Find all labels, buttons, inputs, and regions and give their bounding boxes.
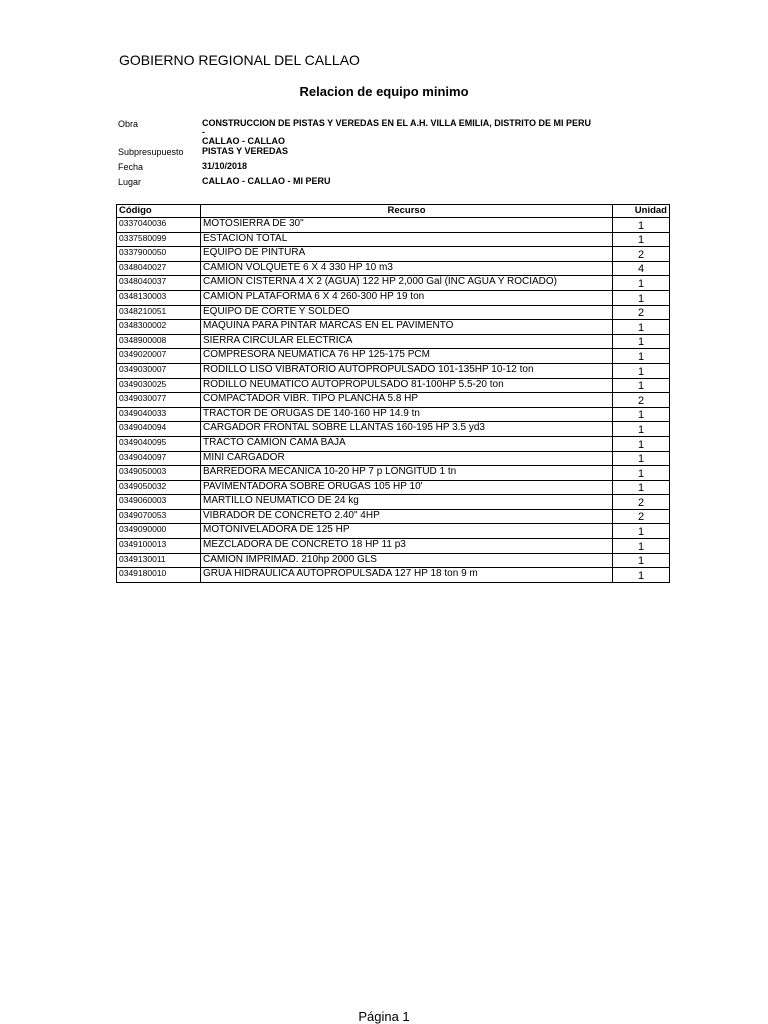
resource-cell: PAVIMENTADORA SOBRE ORUGAS 105 HP 10' (201, 480, 613, 495)
resource-cell: MOTOSIERRA DE 30" (201, 218, 613, 233)
fecha-label: Fecha (118, 162, 144, 172)
code-cell: 0349030025 (117, 378, 201, 393)
header-resource: Recurso (201, 205, 613, 218)
resource-cell: GRUA HIDRAULICA AUTOPROPULSADA 127 HP 18 ton 9 m (201, 568, 613, 583)
resource-cell: MAQUINA PARA PINTAR MARCAS EN EL PAVIMENTO (201, 320, 613, 335)
unit-cell: 1 (613, 276, 670, 291)
code-cell: 0349040033 (117, 407, 201, 422)
resource-cell: EQUIPO DE CORTE Y SOLDEO (201, 305, 613, 320)
table-row (117, 451, 670, 466)
table-row (117, 363, 670, 378)
code-cell: 0348210051 (117, 305, 201, 320)
table-header-row (117, 205, 670, 218)
table-row (117, 524, 670, 539)
document-title: Relacion de equipo minimo (299, 84, 469, 99)
resource-cell: CAMION VOLQUETE 6 X 4 330 HP 10 m3 (201, 261, 613, 276)
table-row (117, 553, 670, 568)
obra-value-line2: CALLAO - CALLAO (202, 136, 285, 146)
resource-cell: EQUIPO DE PINTURA (201, 247, 613, 262)
unit-cell: 2 (613, 495, 670, 510)
code-cell: 0349070053 (117, 509, 201, 524)
table-row (117, 509, 670, 524)
unit-cell: 1 (613, 334, 670, 349)
table-row (117, 334, 670, 349)
code-cell: 0349090000 (117, 524, 201, 539)
resource-cell: CAMION CISTERNA 4 X 2 (AGUA) 122 HP 2,000 Gal (INC AGUA Y ROCIADO) (201, 276, 613, 291)
subpresupuesto-label: Subpresupuesto (118, 147, 184, 157)
subpresupuesto-value: PISTAS Y VEREDAS (202, 146, 289, 156)
unit-cell: 1 (613, 407, 670, 422)
unit-cell: 1 (613, 422, 670, 437)
table-row (117, 232, 670, 247)
unit-cell: 2 (613, 247, 670, 262)
unit-cell: 1 (613, 539, 670, 554)
obra-label: Obra (118, 119, 139, 129)
unit-cell: 1 (613, 218, 670, 233)
table-row (117, 305, 670, 320)
resource-cell: MARTILLO NEUMATICO DE 24 kg (201, 495, 613, 510)
header-unit: Unidad (613, 205, 670, 218)
code-cell: 0349100013 (117, 539, 201, 554)
obra-value-line1: CONSTRUCCION DE PISTAS Y VEREDAS EN EL A.H. VILLA EMILIA, DISTRITO DE MI PERU - (202, 118, 592, 137)
code-cell: 0348040027 (117, 261, 201, 276)
code-cell: 0337040036 (117, 218, 201, 233)
lugar-value: CALLAO - CALLAO - MI PERU (202, 176, 331, 186)
table-row (117, 436, 670, 451)
unit-cell: 1 (613, 349, 670, 364)
unit-cell: 1 (613, 290, 670, 305)
resource-cell: BARREDORA MECANICA 10-20 HP 7 p LONGITUD 1 tn (201, 466, 613, 481)
resource-cell: TRACTO CAMION CAMA BAJA (201, 436, 613, 451)
organization-name: GOBIERNO REGIONAL DEL CALLAO (119, 52, 360, 68)
lugar-label: Lugar (118, 177, 142, 187)
code-cell: 0349030007 (117, 363, 201, 378)
code-cell: 0349060003 (117, 495, 201, 510)
unit-cell: 1 (613, 553, 670, 568)
table-row (117, 407, 670, 422)
unit-cell: 1 (613, 524, 670, 539)
table-row (117, 495, 670, 510)
unit-cell: 1 (613, 436, 670, 451)
resource-cell: VIBRADOR DE CONCRETO 2.40" 4HP (201, 509, 613, 524)
code-cell: 0348040037 (117, 276, 201, 291)
unit-cell: 1 (613, 568, 670, 583)
code-cell: 0349130011 (117, 553, 201, 568)
code-cell: 0349030077 (117, 393, 201, 408)
unit-cell: 1 (613, 232, 670, 247)
code-cell: 0349050032 (117, 480, 201, 495)
resource-cell: ESTACION TOTAL (201, 232, 613, 247)
table-row (117, 290, 670, 305)
code-cell: 0349040097 (117, 451, 201, 466)
unit-cell: 1 (613, 378, 670, 393)
table-row (117, 276, 670, 291)
resource-cell: COMPRESORA NEUMATICA 76 HP 125-175 PCM (201, 349, 613, 364)
resource-cell: RODILLO NEUMATICO AUTOPROPULSADO 81-100HP 5.5-20 ton (201, 378, 613, 393)
resource-cell: TRACTOR DE ORUGAS DE 140-160 HP 14.9 tn (201, 407, 613, 422)
table-row (117, 378, 670, 393)
code-cell: 0349040094 (117, 422, 201, 437)
unit-cell: 1 (613, 363, 670, 378)
unit-cell: 2 (613, 305, 670, 320)
table-row (117, 247, 670, 262)
fecha-value: 31/10/2018 (202, 161, 248, 171)
table-row (117, 261, 670, 276)
table-row (117, 393, 670, 408)
code-cell: 0348300002 (117, 320, 201, 335)
unit-cell: 4 (613, 261, 670, 276)
code-cell: 0349050003 (117, 466, 201, 481)
table-row (117, 480, 670, 495)
obra-value (202, 119, 592, 146)
unit-cell: 1 (613, 466, 670, 481)
table-row (117, 466, 670, 481)
resource-cell: MINI CARGADOR (201, 451, 613, 466)
resource-cell: MEZCLADORA DE CONCRETO 18 HP 11 p3 (201, 539, 613, 554)
code-cell: 0349040095 (117, 436, 201, 451)
table-row (117, 568, 670, 583)
resource-cell: MOTONIVELADORA DE 125 HP (201, 524, 613, 539)
resource-cell: RODILLO LISO VIBRATORIO AUTOPROPULSADO 101-135HP 10-12 ton (201, 363, 613, 378)
header-code: Código (117, 205, 201, 218)
page-number: Página 1 (358, 1009, 410, 1024)
unit-cell: 1 (613, 480, 670, 495)
unit-cell: 2 (613, 393, 670, 408)
equipment-table (116, 204, 670, 583)
code-cell: 0348130003 (117, 290, 201, 305)
resource-cell: SIERRA CIRCULAR ELECTRICA (201, 334, 613, 349)
table-row (117, 320, 670, 335)
code-cell: 0349180010 (117, 568, 201, 583)
table-row (117, 422, 670, 437)
table-row (117, 349, 670, 364)
code-cell: 0348900008 (117, 334, 201, 349)
code-cell: 0337900050 (117, 247, 201, 262)
resource-cell: CAMION PLATAFORMA 6 X 4 260-300 HP 19 ton (201, 290, 613, 305)
resource-cell: CAMION IMPRIMAD. 210hp 2000 GLS (201, 553, 613, 568)
table-row (117, 539, 670, 554)
resource-cell: CARGADOR FRONTAL SOBRE LLANTAS 160-195 HP 3.5 yd3 (201, 422, 613, 437)
unit-cell: 1 (613, 320, 670, 335)
unit-cell: 2 (613, 509, 670, 524)
unit-cell: 1 (613, 451, 670, 466)
code-cell: 0349020007 (117, 349, 201, 364)
code-cell: 0337580099 (117, 232, 201, 247)
table-row (117, 218, 670, 233)
resource-cell: COMPACTADOR VIBR. TIPO PLANCHA 5.8 HP (201, 393, 613, 408)
